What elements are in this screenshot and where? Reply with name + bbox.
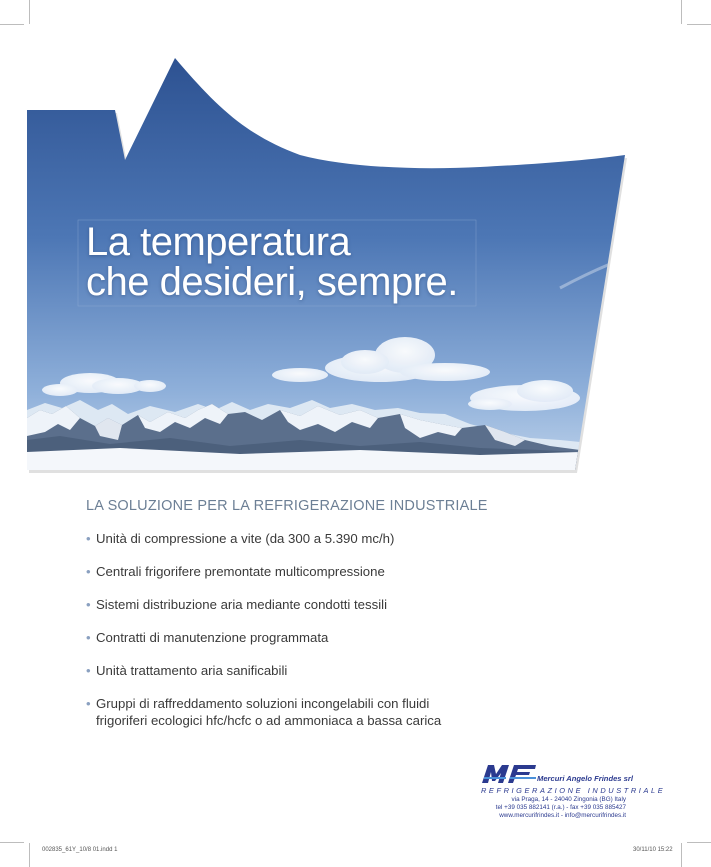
list-item-text: Gruppi di raffreddamento soluzioni incongelabili con fluidi xyxy=(96,696,430,711)
list-item xyxy=(86,564,441,581)
company-phone: tel +39 035 882141 (r.a.) - fax +39 035 885427 xyxy=(495,804,626,811)
list-item-text: frigoriferi ecologici hfc/hcfc o ad ammoniaca a bassa carica xyxy=(96,712,442,728)
company-address: via Praga, 14 - 24040 Zingonia (BG) Italy xyxy=(511,796,626,803)
headline-line-2: che desideri, sempre. xyxy=(86,260,458,304)
company-division: REFRIGERAZIONE INDUSTRIALE xyxy=(481,786,666,795)
company-name: Mercuri Angelo Frindes srl xyxy=(537,774,633,783)
list-item-text: Unità trattamento aria sanificabili xyxy=(96,663,288,678)
slug-right: 30/11/10 15:22 xyxy=(633,847,673,853)
slug-left: 002835_61Y_10/8 01.indd 1 xyxy=(42,847,118,853)
list-item xyxy=(86,531,441,548)
crop-mark xyxy=(29,843,30,867)
list-item-text: Centrali frigorifere premontate multicompressione xyxy=(96,564,385,579)
feature-list xyxy=(86,531,441,746)
mf-logo-mark xyxy=(480,763,538,785)
list-item xyxy=(86,597,441,614)
list-item xyxy=(86,696,441,729)
list-item-text: Sistemi distribuzione aria mediante condotti tessili xyxy=(96,597,387,612)
list-item xyxy=(86,663,441,680)
bullet-icon: • xyxy=(86,597,91,612)
hero-headline xyxy=(86,222,458,302)
bullet-icon: • xyxy=(86,663,91,678)
list-item xyxy=(86,630,441,647)
headline-line-1: La temperatura xyxy=(86,220,351,264)
list-item-text: Contratti di manutenzione programmata xyxy=(96,630,329,645)
list-item-text: Unità di compressione a vite (da 300 a 5.390 mc/h) xyxy=(96,531,395,546)
bullet-icon: • xyxy=(86,564,91,579)
bullet-icon: • xyxy=(86,696,91,711)
crop-mark xyxy=(687,842,711,843)
company-web: www.mercurifrindes.it - info@mercurifrindes.it xyxy=(499,812,626,819)
bullet-icon: • xyxy=(86,531,91,546)
crop-mark xyxy=(681,843,682,867)
section-title: LA SOLUZIONE PER LA REFRIGERAZIONE INDUSTRIALE xyxy=(86,498,488,514)
crop-mark xyxy=(0,842,24,843)
company-logo xyxy=(480,763,666,823)
bullet-icon: • xyxy=(86,630,91,645)
